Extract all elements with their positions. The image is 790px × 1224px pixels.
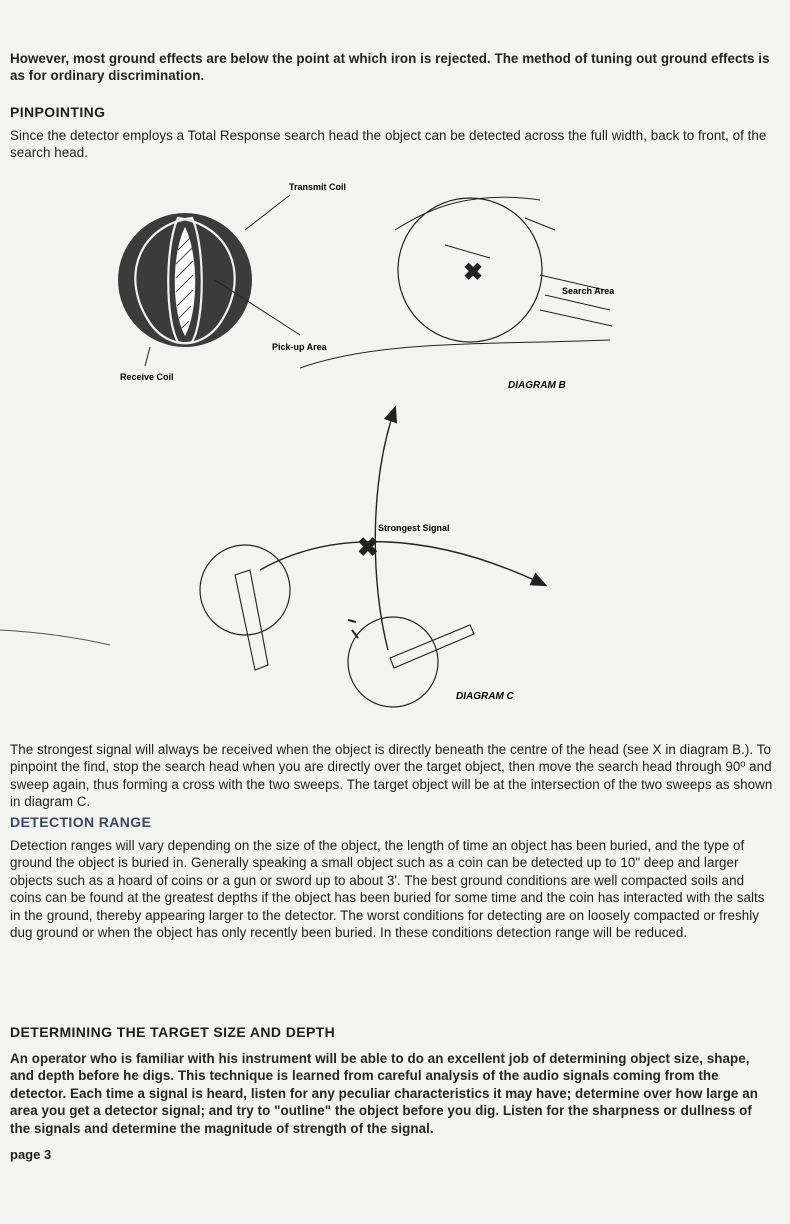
transmit-coil-label: Transmit Coil: [289, 182, 347, 192]
search-area-label: Search Area: [562, 286, 615, 296]
page-number: page 3: [10, 1147, 52, 1162]
diagram-b: [0, 170, 790, 400]
target-size-heading: DETERMINING THE TARGET SIZE AND DEPTH: [10, 1024, 336, 1040]
strongest-signal-label: Strongest Signal: [378, 523, 450, 533]
diagram-c-title: DIAGRAM C: [456, 691, 514, 702]
pick-up-area-label: Pick-up Area: [272, 342, 327, 352]
pinpointing-heading: PINPOINTING: [10, 104, 106, 120]
receive-coil-label: Receive Coil: [120, 372, 174, 382]
pinpointing-paragraph: Since the detector employs a Total Response search head the object can be detected across the full width, back to front, of the search head.: [10, 128, 767, 161]
search-area-x-icon: ✖: [463, 259, 484, 286]
horizontal-sweep-arrow: [260, 542, 545, 585]
intro-paragraph: However, most ground effects are below the point at which iron is rejected. The method of tuning out ground effects is as for ordinary discrimination.: [10, 51, 770, 84]
target-size-paragraph: An operator who is familiar with his instrument will be able to do an excellent job of determining object size, shape, and depth before he digs. This technique is learned from careful analysis of the audio signals coming from the detector. Each time a signal is heard, listen for any peculiar characteristics it may have; determine over how large an area you get a detector signal; and try to "outline" the object before you dig. Listen for the sharpness or dullness of the signals and determine the magnitude of strength of the signal.: [10, 1051, 758, 1136]
detection-range-paragraph: Detection ranges will vary depending on the size of the object, the length of time an object has been buried, and the type of ground the object is buried in. Generally speaking a small object such as a coin can be detected up to 10" deep and larger objects such as a hoard of coins or a gun or sword up to about 3'. The best ground conditions are well compacted soils and coins can be found at the greatest depths if the object has been buried for some time and the coin has interacted with the salts in the ground, thereby appearing larger to the detector. The worst conditions for detecting are on loosely compacted or freshly dug ground or when the object has only recently been buried. In these conditions detection range will be reduced.: [10, 838, 765, 941]
detection-range-heading: DETECTION RANGE: [10, 814, 152, 830]
search-area-diagram: [300, 197, 612, 368]
search-head-coil: [118, 213, 252, 347]
diagram-b-title: DIAGRAM B: [508, 380, 566, 391]
strongest-signal-x-icon: ✖: [357, 532, 379, 562]
diagram-c: [0, 400, 790, 730]
strongest-signal-paragraph: The strongest signal will always be received when the object is directly beneath the centre of the head (see X in diagram B.). To pinpoint the find, stop the search head when you are directly over the target object, then move the search head through 90º and sweep again, thus forming a cross with the two sweeps. The target object will be at the intersection of the two sweeps as shown in diagram C.: [10, 742, 773, 810]
